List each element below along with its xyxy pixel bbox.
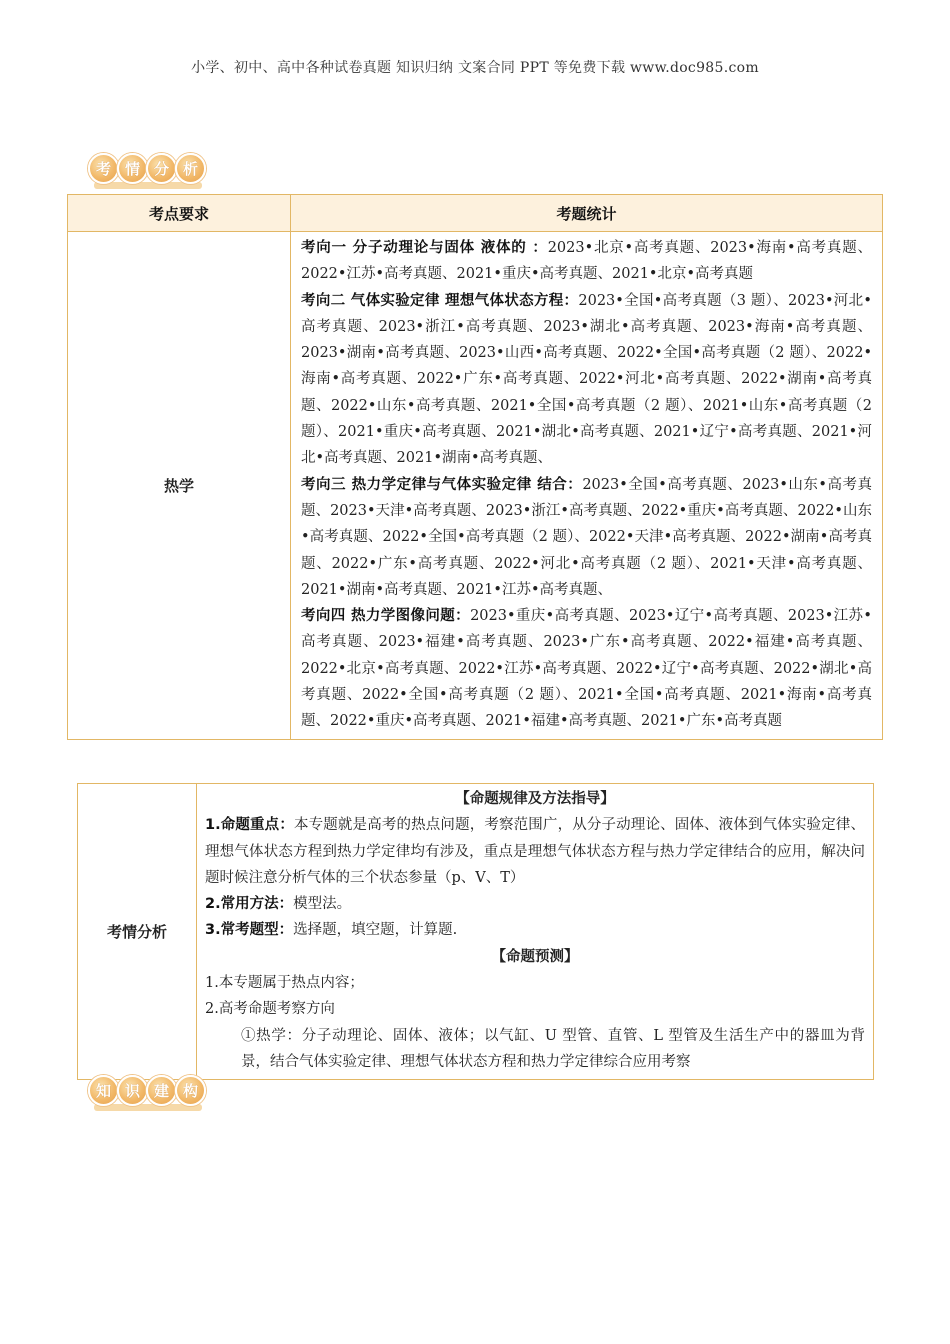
- paragraph-text: ①热学：分子动理论、固体、液体；以气缸、U 型管、直管、L 型管及生活生产中的器皿为背景，结合气体实验定律、理想气体状态方程和热力学定律综合应用考察: [241, 1027, 865, 1070]
- analysis-paragraph: [205, 812, 865, 891]
- page-header: 小学、初中、高中各种试卷真题 知识归纳 文案合同 PPT 等免费下载 www.doc985.com: [191, 60, 759, 76]
- stats-item: [301, 235, 872, 288]
- guidance-title: 【命题规律及方法指导】: [455, 791, 615, 807]
- analysis-paragraph: [205, 917, 865, 943]
- stats-item-label: 考向一 分子动理论与固体 液体的 ：: [301, 240, 548, 256]
- header-statistics: 考题统计: [291, 195, 883, 232]
- table-row: [78, 784, 874, 1080]
- stats-item-label: 考向二 气体实验定律 理想气体状态方程：: [301, 292, 579, 309]
- stats-item-text: 2023•全国•高考真题、2023•山东•高考真题、2023•天津•高考真题、2023•浙江•高考真题、2022•重庆•高考真题、2022•山东•高考真题、2022•全国•高考真题（2 题）、2022•天津•高考真题、2022•湖南•高考真题、2022•广东•高考真题、2022•河北•高考真题（2 题）、2021•天津•高考真题、2021•湖南•高考真题、2021•江苏•高考真题、: [301, 476, 872, 598]
- analysis-label-cell: 考情分析: [78, 784, 197, 1080]
- stats-item-text: 2023•重庆•高考真题、2023•辽宁•高考真题、2023•江苏•高考真题、2023•福建•高考真题、2023•广东•高考真题、2022•福建•高考真题、2022•北京•高考真题、2022•江苏•高考真题、2022•辽宁•高考真题、2022•湖北•高考真题、2022•全国•高考真题（2 题）、2021•全国•高考真题、2021•海南•高考真题、2022•重庆•高考真题、2021•福建•高考真题、2021•广东•高考真题: [301, 608, 872, 730]
- analysis-cell: [197, 784, 874, 1080]
- subject-cell: 热学: [68, 232, 291, 740]
- stats-item-label: 考向三 热力学定律与气体实验定律 结合：: [301, 476, 583, 493]
- exam-stats-table: [67, 194, 883, 740]
- paragraph-label: 2.常用方法：: [205, 896, 294, 913]
- section-badge-exam-analysis: [88, 153, 204, 184]
- badge-char: 知: [88, 1075, 119, 1106]
- analysis-paragraph: [205, 891, 865, 917]
- stats-cell: [291, 232, 883, 740]
- analysis-paragraph: [205, 1023, 865, 1076]
- stats-item: [301, 288, 872, 472]
- analysis-table: [77, 783, 874, 1080]
- badge-char: 分: [146, 153, 177, 184]
- stats-item-text: 2023•全国•高考真题（3 题）、2023•河北•高考真题、2023•浙江•高考真题、2023•湖北•高考真题、2023•海南•高考真题、2023•湖南•高考真题、2023•山西•高考真题、2022•全国•高考真题（2 题）、2022•海南•高考真题、2022•广东•高考真题、2022•河北•高考真题、2022•湖南•高考真题、2022•山东•高考真题、2021•全国•高考真题（2 题）、2021•山东•高考真题（2 题）、2021•重庆•高考真题、2021•湖北•高考真题、2021•辽宁•高考真题、2021•河北•高考真题、2021•湖南•高考真题、: [301, 292, 872, 467]
- badge-char: 构: [175, 1075, 206, 1106]
- paragraph-text: 选择题，填空题，计算题.: [293, 922, 458, 939]
- paragraph-label: 1.命题重点：: [205, 817, 294, 834]
- badge-char: 情: [117, 153, 148, 184]
- paragraph-text: 模型法。: [293, 896, 352, 913]
- header-requirement: 考点要求: [68, 195, 291, 232]
- table-header-row: [68, 195, 883, 232]
- stats-item: [301, 472, 872, 603]
- paragraph-text: 本专题就是高考的热点问题，考察范围广，从分子动理论、固体、液体到气体实验定律、理想气体状态方程到热力学定律均有涉及，重点是理想气体状态方程与热力学定律结合的应用，解决问题时候注意分析气体的三个状态参量（p、V、T）: [205, 817, 865, 886]
- badge-char: 考: [88, 153, 119, 184]
- badge-char: 识: [117, 1075, 148, 1106]
- stats-item-label: 考向四 热力学图像问题：: [301, 608, 471, 625]
- paragraph-label: 3.常考题型：: [205, 922, 294, 939]
- section-badge-knowledge-structure: [88, 1075, 204, 1106]
- table-row: [68, 232, 883, 740]
- prediction-title: 【命题预测】: [491, 948, 579, 965]
- stats-item-text: 2023•北京•高考真题、2023•海南•高考真题、2022•江苏•高考真题、2021•重庆•高考真题、2021•北京•高考真题: [301, 240, 872, 283]
- stats-item: [301, 603, 872, 734]
- badge-char: 析: [175, 153, 206, 184]
- badge-char: 建: [146, 1075, 177, 1106]
- analysis-paragraph: 1.本专题属于热点内容；: [205, 975, 364, 992]
- analysis-paragraph: 2.高考命题考察方向: [205, 1001, 335, 1018]
